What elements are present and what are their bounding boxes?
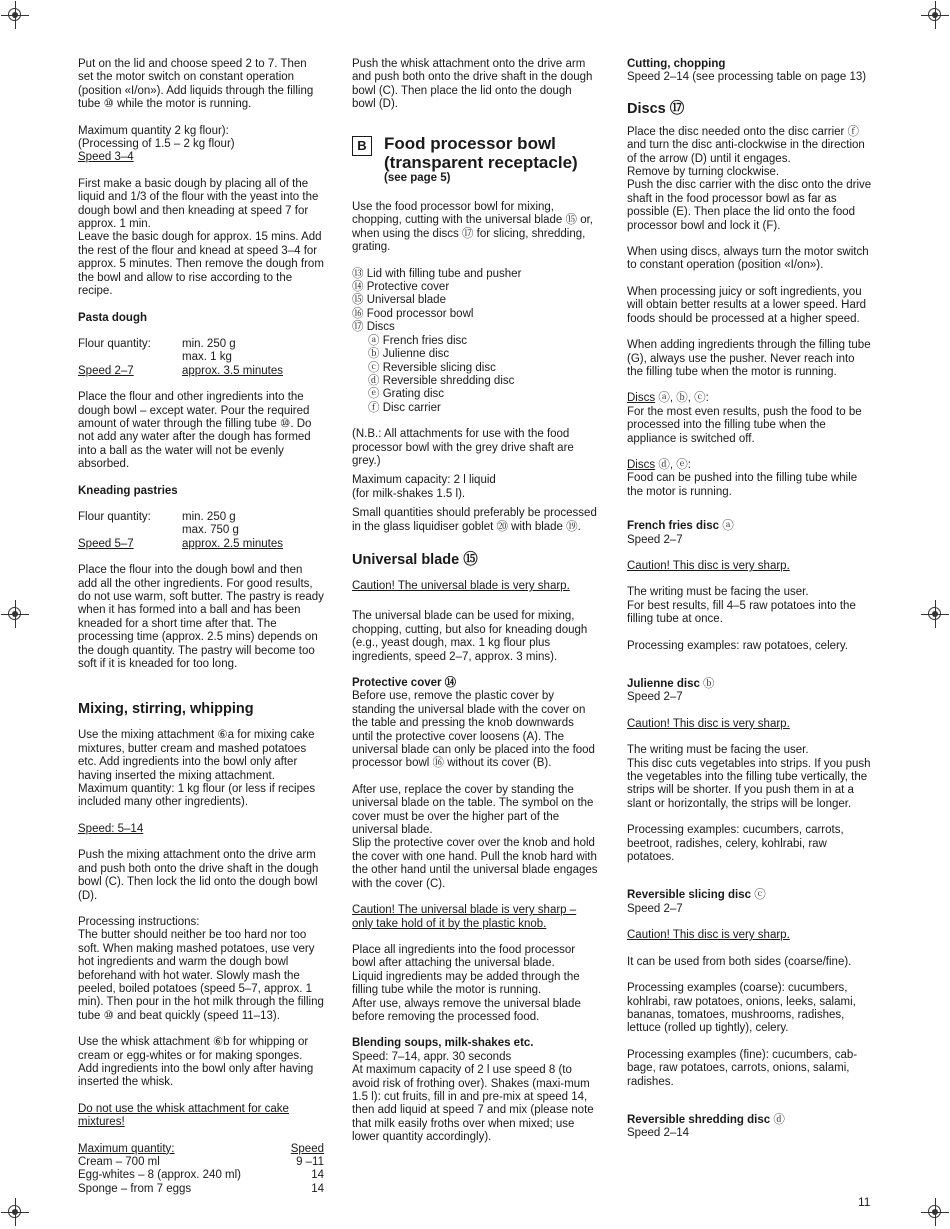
speed-label: Speed 5–7 [78, 537, 134, 550]
page-subtitle: (see page 5) [384, 171, 451, 184]
paragraph: Push the mixing attachment onto the drive arm and push both onto the drive shaft in the dough bowl (C). Then lock the lid onto the dough bowl (D). [78, 849, 319, 902]
section-heading-discs: Discs ⑰ [627, 100, 685, 117]
subheading-protective-cover: Protective cover ⑭ [352, 677, 457, 689]
speed-label: Speed 2–7 [627, 533, 683, 546]
list-item: ⑯ Food processor bowl [352, 307, 474, 320]
paragraph: Small quantities should preferably be processed in the glass liquidiser goblet ⑳ with blade ⑲. [352, 507, 597, 533]
speed-label: Speed 2–7 [627, 902, 683, 915]
table-row: Cream – 700 ml 9 –11 [78, 1156, 324, 1168]
paragraph: Push the whisk attachment onto the drive arm and push both onto the drive shaft in the dough bowl (C). Then place the lid onto the dough bowl (D). [352, 58, 593, 111]
list-item: ⓒ Reversible slicing disc [368, 361, 496, 374]
page-number: 11 [858, 1195, 871, 1209]
section-heading-mixing: Mixing, stirring, whipping [78, 701, 254, 718]
registration-mark-top-right [921, 1, 949, 29]
table-row: Egg-whites – 8 (approx. 240 ml) 14 [78, 1169, 324, 1182]
speed-label: Speed 2–7 [78, 364, 134, 377]
column-left [78, 58, 324, 1196]
paragraph: Use the whisk attachment ⑥b for whipping or cream or egg-whites or for making sponges. Add ingredients into the bowl only after having inserted the whisk. [78, 1036, 314, 1089]
parts-list [352, 268, 598, 415]
page-title: Food processor bowl [384, 133, 556, 153]
paragraph: Place the flour into the dough bowl and then add all the other ingredients. For good results, do not use warm, soft butter. The pastry is ready when it has formed into a ball and has been kneaded for a short time after that. The processing time (approx. 2.5 mins) depends on the dough quantity. The pastry will become too soft if it is kneaded for too long. [78, 564, 324, 671]
capacity: Maximum capacity: 2 l liquid (for milk-shakes 1.5 l). [352, 474, 496, 500]
time-value: approx. 2.5 minutes [182, 537, 284, 550]
subheading-reversible-shredding: Reversible shredding disc ⓓ [627, 1113, 785, 1126]
paragraph: Place all ingredients into the food processor bowl after attaching the universal blade. Liquid ingredients may be added through the filling tube while the motor is running. After use, always remove the universal blade before removing the processed food. [352, 943, 581, 1023]
warning-text: Caution! The universal blade is very sharp. [352, 579, 570, 592]
column-right [627, 58, 873, 1141]
warning-text: Do not use the whisk attachment for cake mixtures! [78, 1102, 289, 1129]
list-item: ⓓ Reversible shredding disc [368, 374, 515, 387]
registration-mark-middle-left [1, 600, 29, 628]
paragraph: (N.B.: All attachments for use with the food processor bowl with the grey drive shaft are grey.) [352, 428, 574, 467]
section-heading-pasta: Pasta dough [78, 311, 148, 324]
pasta-spec [78, 338, 324, 378]
paragraph: Processing examples: raw potatoes, celery. [627, 639, 848, 652]
registration-mark-bottom-left [1, 1198, 29, 1226]
registration-mark-top-left [1, 1, 29, 29]
warning-text: Caution! This disc is very sharp. [627, 929, 790, 942]
paragraph: When adding ingredients through the filling tube (G), always use the pusher. Never reach into the filling tube when the motor is running. [627, 339, 871, 378]
paragraph: When processing juicy or soft ingredients, you will obtain better results at a lower speed. Hard foods should be processed at a higher speed. [627, 285, 867, 325]
paragraph: When using discs, always turn the motor switch to constant operation (position «I/on»). [627, 246, 869, 272]
list-item: ⓔ Grating disc [368, 388, 445, 401]
table-header: Maximum quantity: [78, 1142, 175, 1155]
list-item: ⓐ French fries disc [368, 334, 468, 347]
speed-label: Speed: 7–14, appr. 30 seconds [352, 1050, 512, 1063]
value: min. 250 g [182, 510, 236, 523]
section-letter-box: B [352, 136, 372, 156]
list-item: ⓑ Julienne disc [368, 348, 450, 361]
paragraph: Processing examples (coarse): cucumbers, kohlrabi, raw potatoes, onions, leeks, salami, bananas, tomatoes, mushrooms, radishes, lettuce (rolled up tightly), celery. [627, 982, 856, 1035]
value: min. 250 g [182, 337, 236, 350]
discs-de-note: Discs ⓓ, ⓔ: [627, 458, 691, 471]
label: Flour quantity: [78, 337, 151, 350]
section-b-header [352, 134, 598, 185]
paragraph: Food can be pushed into the filling tube while the motor is running. [627, 472, 858, 498]
speed-label: Speed 2–14 (see processing table on page 13) [627, 71, 867, 84]
quantity-speed-table [78, 1143, 324, 1197]
paragraph: Place the disc needed onto the disc carrier ⓕ and turn the disc anti-clockwise in the direction of the arrow (D) until it engages. Remove by turning clockwise. Push the disc carrier with the disc onto the drive shaft in the food processor bowl as far as possible (E). Then place the lid onto the food processor bowl and lock it (F). [627, 125, 872, 232]
subheading-reversible-slicing: Reversible slicing disc ⓒ [627, 889, 766, 902]
paragraph: Processing examples (fine): cucumbers, cab-bage, raw potatoes, carrots, onions, salami, radishes. [627, 1048, 858, 1088]
list-item: ⓕ Disc carrier [368, 401, 441, 414]
paragraph: It can be used from both sides (coarse/fine). [627, 955, 852, 968]
subheading-french-fries: French fries disc ⓐ [627, 520, 734, 533]
section-heading-universal-blade: Universal blade ⑮ [352, 551, 478, 568]
time-value: approx. 3.5 minutes [182, 364, 284, 377]
value: max. 1 kg [182, 351, 232, 364]
processing-instructions: Processing instructions: The butter should neither be too hard nor too soft. When making mashed potatoes, use very hot ingredients and warm the dough bowl beforehand with hot water. Slowly mash the peeled, boiled potatoes (speed 5–7, approx. 1 min). Then pour in the hot milk through the filling tube ⑩ and beat quickly (speed 11–13). [78, 915, 324, 1022]
paragraph: The writing must be facing the user. This disc cuts vegetables into strips. If you push the vegetables into the filling tube vertically, the strips will be shorter. If you push them in at a slant or horizontally, the strips will be longer. [627, 744, 871, 810]
paragraph: Use the food processor bowl for mixing, chopping, cutting with the universal blade ⑮ or, when using the discs ⑰ for slicing, shredding, grating. [352, 201, 594, 254]
discs-abc-note: Discs ⓐ, ⓑ, ⓒ: [627, 392, 709, 405]
paragraph: First make a basic dough by placing all of the liquid and 1/3 of the flour with the yeast into the dough bowl and then kneading at speed 7 for approx. 1 min. Leave the basic dough for approx. 15 mins. Add the rest of the flour and knead at speed 3–4 for approx. 5 minutes. Then remove the dough from the bowl and allow to rise according to the recipe. [78, 177, 324, 298]
paragraph: Put on the lid and choose speed 2 to 7. Then set the motor switch on constant operation (position «I/on»). Add liquids through the filling tube ⑩ while the motor is running. [78, 58, 314, 111]
warning-text: Caution! This disc is very sharp. [627, 559, 790, 572]
registration-mark-middle-right [921, 600, 949, 628]
table-row: Sponge – from 7 eggs 14 [78, 1182, 324, 1195]
speed-label: Speed 2–14 [627, 1127, 690, 1140]
speed-label: Speed: 5–14 [78, 822, 144, 835]
text-line: (Processing of 1.5 – 2 kg flour) [78, 138, 235, 151]
warning-text: Caution! This disc is very sharp. [627, 717, 790, 730]
registration-mark-bottom-right [921, 1198, 949, 1226]
paragraph: After use, replace the cover by standing the universal blade on the table. The symbol on the cover must be over the higher part of the universal blade. Slip the protective cover over the knob and hold the cover with one hand. Pull the knob hard with the other hand until the universal blade engages with the cover (C). [352, 783, 598, 890]
speed-label: Speed 3–4 [78, 151, 134, 164]
subheading-cutting: Cutting, chopping [627, 58, 726, 70]
warning-text: Caution! The universal blade is very sharp – only take hold of it by the plastic knob. [352, 904, 577, 930]
paragraph: Processing examples: cucumbers, carrots, beetroot, radishes, celery, kohlrabi, raw potatoes. [627, 824, 844, 864]
paragraph: The universal blade can be used for mixing, chopping, cutting, but also for kneading dough (e.g., yeast dough, max. 1 kg flour plus ingredients, speed 2–7, approx. 3 mins). [352, 610, 588, 663]
paragraph: Use the mixing attachment ⑥a for mixing cake mixtures, butter cream and mashed potatoes etc. Add ingredients into the bowl only after having inserted the mixing attachment. Maximum quantity: 1 kg flour (or less if recipes included many other ingredients). [78, 729, 316, 809]
section-heading-kneading: Kneading pastries [78, 484, 178, 497]
list-item: ⑮ Universal blade [352, 294, 446, 307]
paragraph: Before use, remove the plastic cover by standing the universal blade with the cover on the table and pressing the knob downwards until the protective cover loosens (A). The universal blade can only be placed into the food processor bowl ⑯ without its cover (B). [352, 690, 595, 770]
max-quantity-block [78, 125, 324, 165]
value: max. 750 g [182, 524, 239, 537]
subheading-blending: Blending soups, milk-shakes etc. [352, 1037, 534, 1050]
text-line: Maximum quantity 2 kg flour): [78, 124, 229, 137]
paragraph: Place the flour and other ingredients into the dough bowl – except water. Pour the required amount of water through the filling tube ⑩. Do not add any water after the dough has formed into a ball as the water will not be evenly absorbed. [78, 391, 312, 471]
list-item: ⑭ Protective cover [352, 281, 450, 294]
paragraph: At maximum capacity of 2 l use speed 8 (to avoid risk of frothing over). Shakes (maxi-mum 1.5 l): cut fruits, fill in and pre-mix at speed 14, then add liquid at speed 7 and mix (please note that milk easily froths over when mixed; use lower quantity accordingly). [352, 1064, 594, 1144]
column-middle [352, 58, 598, 1158]
paragraph: For the most even results, push the food to be processed into the filling tube when the appliance is switched off. [627, 405, 862, 445]
speed-label: Speed 2–7 [627, 691, 683, 704]
paragraph: The writing must be facing the user. For best results, fill 4–5 raw potatoes into the filling tube at once. [627, 586, 856, 626]
subheading-julienne: Julienne disc ⓑ [627, 678, 715, 690]
label: Flour quantity: [78, 510, 151, 523]
table-header: Speed [290, 1142, 324, 1155]
list-item: ⑬ Lid with filling tube and pusher [352, 267, 522, 280]
kneading-spec [78, 511, 324, 551]
page-title: (transparent receptacle) [384, 152, 578, 172]
list-item: ⑰ Discs [352, 321, 395, 334]
